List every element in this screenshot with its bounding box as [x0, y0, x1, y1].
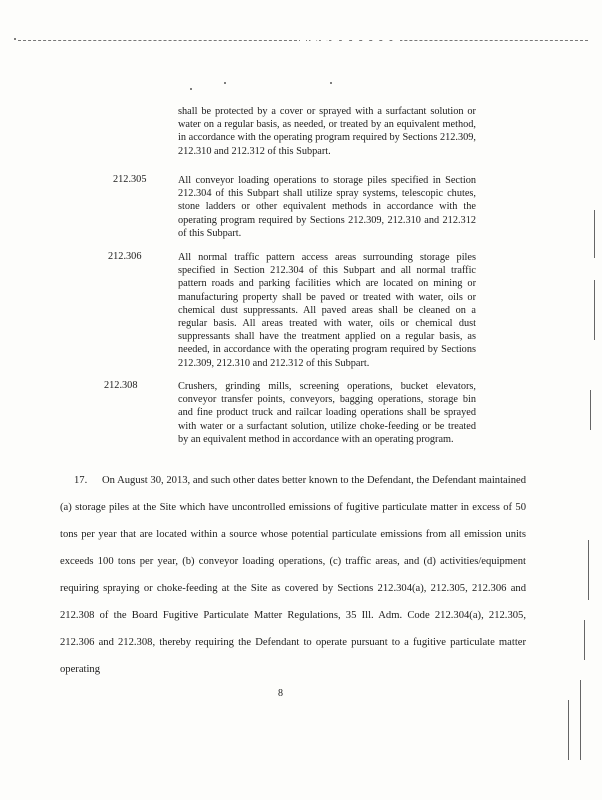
section-text: All normal traffic pattern access areas surrounding storage piles specified in Section 212.304 of this Subpart and all normal traffic pattern roads and parking facilities which are located on mining or manufacturing property shall be paved or treated with water, oils or chemical dust suppressants. All paved areas shall be cleaned on a regular basis. All areas treated with water, oils or chemical dust suppressants shall have the treatment applied on a regular basis, as needed, in accordance with the operating program required by Sections 212.309, 212.310 and 212.312 of this Subpart.: [178, 252, 476, 369]
scan-artifact-gap: [300, 40, 400, 42]
page-number: 8: [278, 688, 283, 699]
section-number: 212.306: [108, 251, 142, 262]
scan-artifact-edge: [584, 620, 585, 660]
scan-artifact-edge: [568, 700, 569, 760]
scan-artifact-edge: [594, 210, 595, 258]
section-text: All conveyor loading operations to storage piles specified in Section 212.304 of this Subpart shall utilize spray systems, telescopic chutes, stone ladders or other equivalent methods in accordance with the operating program required by Sections 212.309, 212.310 and 212.312 of this Subpart.: [178, 175, 476, 239]
scan-artifact-edge: [580, 680, 581, 760]
scan-artifact-dot: [14, 38, 16, 40]
numbered-paragraph: [60, 467, 526, 683]
paragraph-text: On August 30, 2013, and such other dates better known to the Defendant, the Defendant maintained (a) storage piles at the Site which have uncontrolled emissions of fugitive particulate matter in excess of 50 tons per year that are located within a source whose potential particulate emissions from all emission units exceeds 100 tons per year, (b) conveyor loading operations, (c) traffic areas, and (d) activities/equipment requiring spraying or choke-feeding at the Site as covered by Sections 212.304(a), 212.305, 212.306 and 212.308 of the Board Fugitive Particulate Matter Regulations, 35 Ill. Adm. Code 212.304(a), 212.305, 212.306 and 212.308, thereby requiring the Defendant to operate pursuant to a fugitive particulate matter operating: [60, 475, 526, 675]
scan-artifact-edge: [594, 280, 595, 340]
section-number: 212.305: [113, 174, 147, 185]
section-number: 212.308: [104, 380, 138, 391]
scan-artifact-edge: [588, 540, 589, 600]
continued-section-text: shall be protected by a cover or sprayed with a surfactant solution or water on a regular basis, as needed, or treated by an equivalent method, in accordance with the operating program required by Sections 212.309, 212.310 and 212.312 of this Subpart.: [178, 106, 476, 157]
section-text: Crushers, grinding mills, screening operations, bucket elevators, conveyor transfer points, conveyors, bagging operations, storage bin and fine product truck and railcar loading operations shall be sprayed with water or a surfactant solution, utilize choke-feeding or be treated by an equivalent method in accordance with an operating program.: [178, 381, 476, 445]
scan-artifact-dot: [224, 82, 226, 84]
scan-artifact-dot: [330, 82, 332, 84]
paragraph-number: 17.: [74, 475, 88, 486]
scan-artifact-dot: [190, 88, 192, 90]
scan-artifact-edge: [590, 390, 591, 430]
